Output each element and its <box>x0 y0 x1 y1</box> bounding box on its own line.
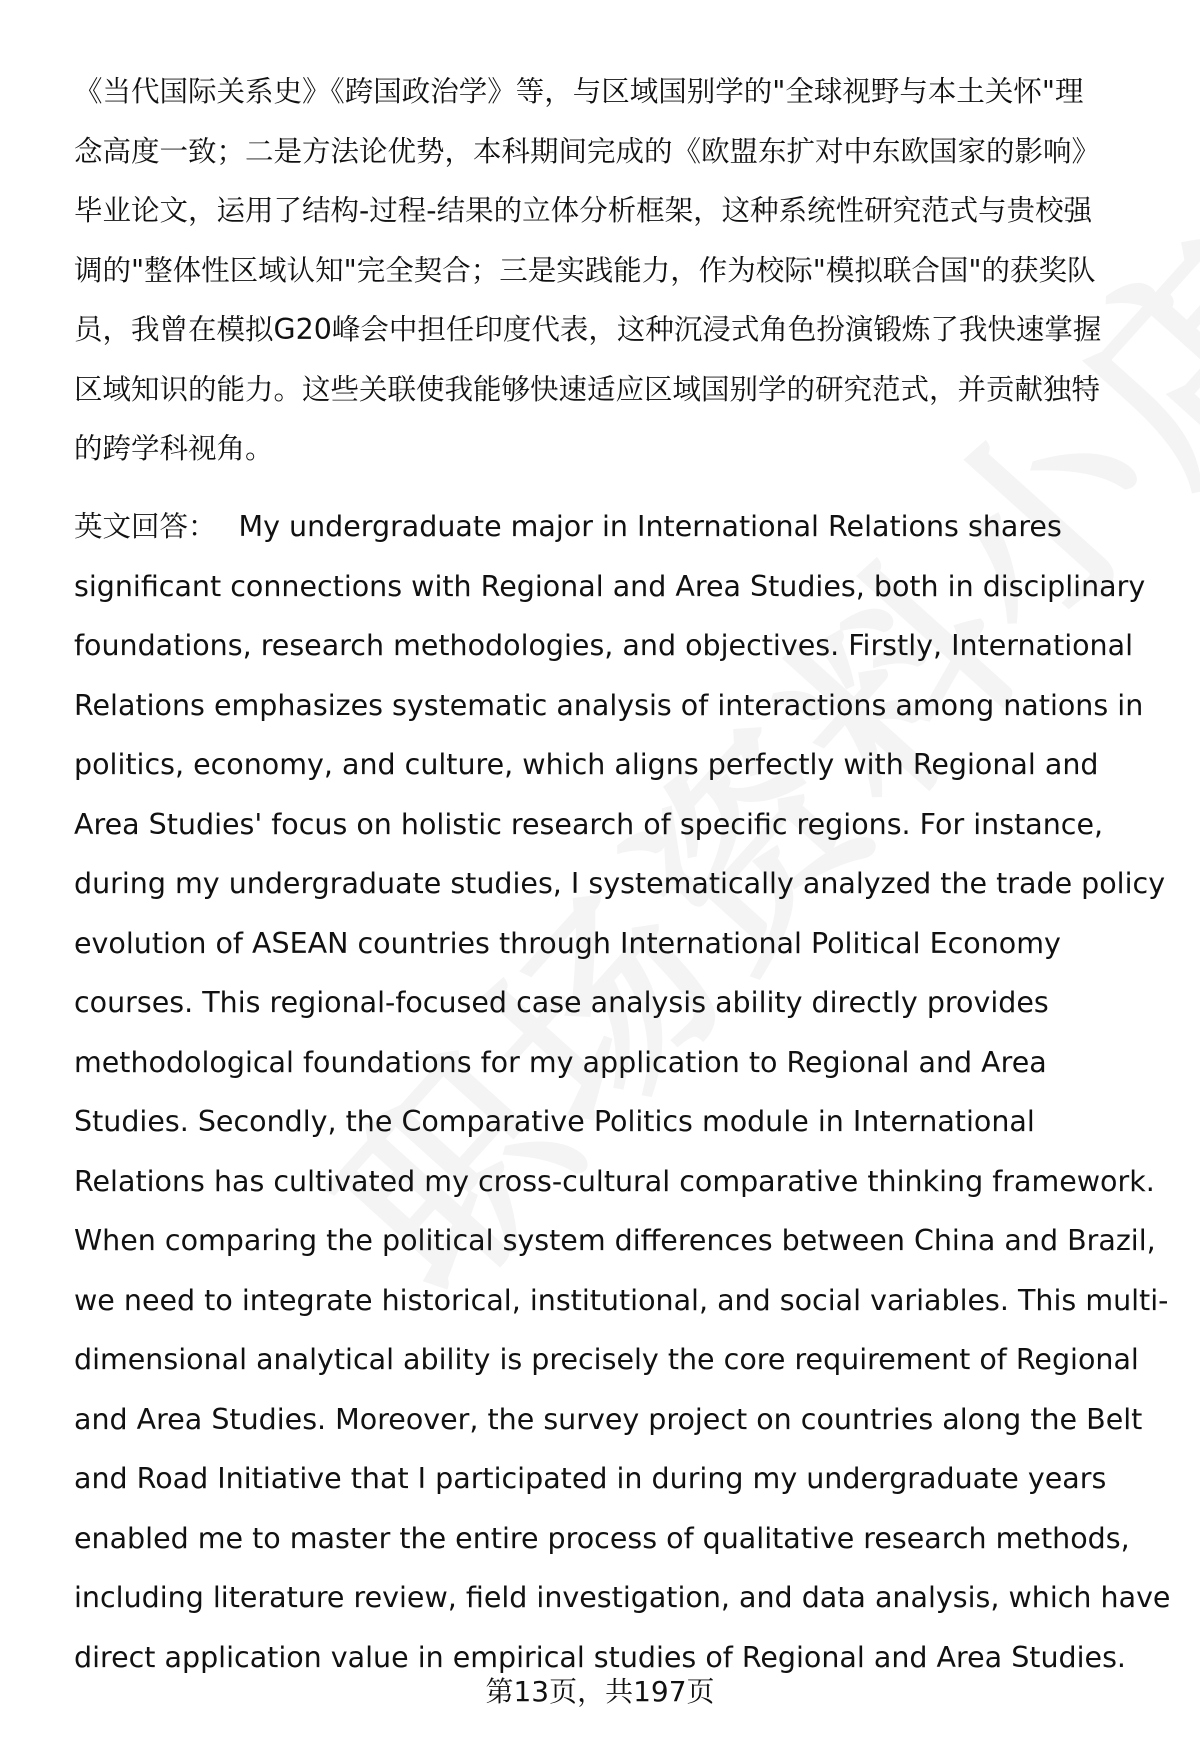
text-line: courses. This regional-focused case analysis ability directly provides <box>74 986 1049 1019</box>
text-line: we need to integrate historical, institutional, and social variables. This multi- <box>74 1283 1169 1317</box>
text-line: evolution of ASEAN countries through International Political Economy <box>74 926 1061 960</box>
text-line: including literature review, field investigation, and data analysis, which have <box>74 1581 1171 1614</box>
text-line: Studies. Secondly, the Comparative Politics module in International <box>74 1105 1035 1138</box>
text-line: foundations, research methodologies, and objectives. Firstly, International <box>74 629 1133 662</box>
text-line: significant connections with Regional and Area Studies, both in disciplinary <box>74 569 1146 603</box>
text-line: When comparing the political system differences between China and Brazil, <box>74 1224 1156 1257</box>
text-line: politics, economy, and culture, which aligns perfectly with Regional and <box>74 748 1099 781</box>
text-line: and Area Studies. Moreover, the survey project on countries along the Belt <box>74 1402 1143 1436</box>
text-line: Area Studies' focus on holistic research of specific regions. For instance, <box>74 807 1104 841</box>
text-line <box>74 497 1154 557</box>
text-line: dimensional analytical ability is precisely the core requirement of Regional <box>74 1343 1139 1376</box>
text-line: 《当代国际关系史》《跨国政治学》等，与区域国别学的"全球视野与本土关怀"理 <box>74 75 1084 108</box>
text-line: 调的"整体性区域认知"完全契合；三是实践能力，作为校际"模拟联合国"的获奖队 <box>74 253 1096 287</box>
text-line: 毕业论文，运用了结构-过程-结果的立体分析框架，这种系统性研究范式与贵校强 <box>74 194 1093 227</box>
text-line: 的跨学科视角。 <box>74 432 274 465</box>
text-line: 员，我曾在模拟G20峰会中担任印度代表，这种沉浸式角色扮演锻炼了我快速掌握 <box>74 313 1102 346</box>
answer-label: 英文回答： <box>74 510 217 543</box>
text-line: enabled me to master the entire process of qualitative research methods, <box>74 1521 1130 1555</box>
text-line: Relations has cultivated my cross-cultural comparative thinking framework. <box>74 1164 1155 1198</box>
page-number-footer: 第13页，共197页 <box>485 1675 715 1708</box>
chinese-paragraph <box>74 62 1154 479</box>
text-line: during my undergraduate studies, I systematically analyzed the trade policy <box>74 867 1166 900</box>
text-line: 区域知识的能力。这些关联使我能够快速适应区域国别学的研究范式，并贡献独特 <box>74 372 1101 406</box>
english-answer-paragraph <box>74 497 1171 1687</box>
text-line: Relations emphasizes systematic analysis of interactions among nations in <box>74 688 1144 722</box>
text-line: methodological foundations for my application to Regional and Area <box>74 1045 1047 1079</box>
text-line: and Road Initiative that I participated in during my undergraduate years <box>74 1462 1107 1495</box>
text-line: direct application value in empirical studies of Regional and Area Studies. <box>74 1640 1126 1674</box>
answer-first-line: My undergraduate major in International Relations shares <box>238 510 1062 543</box>
text-line: 念高度一致；二是方法论优势，本科期间完成的《欧盟东扩对中东欧国家的影响》 <box>74 134 1101 168</box>
